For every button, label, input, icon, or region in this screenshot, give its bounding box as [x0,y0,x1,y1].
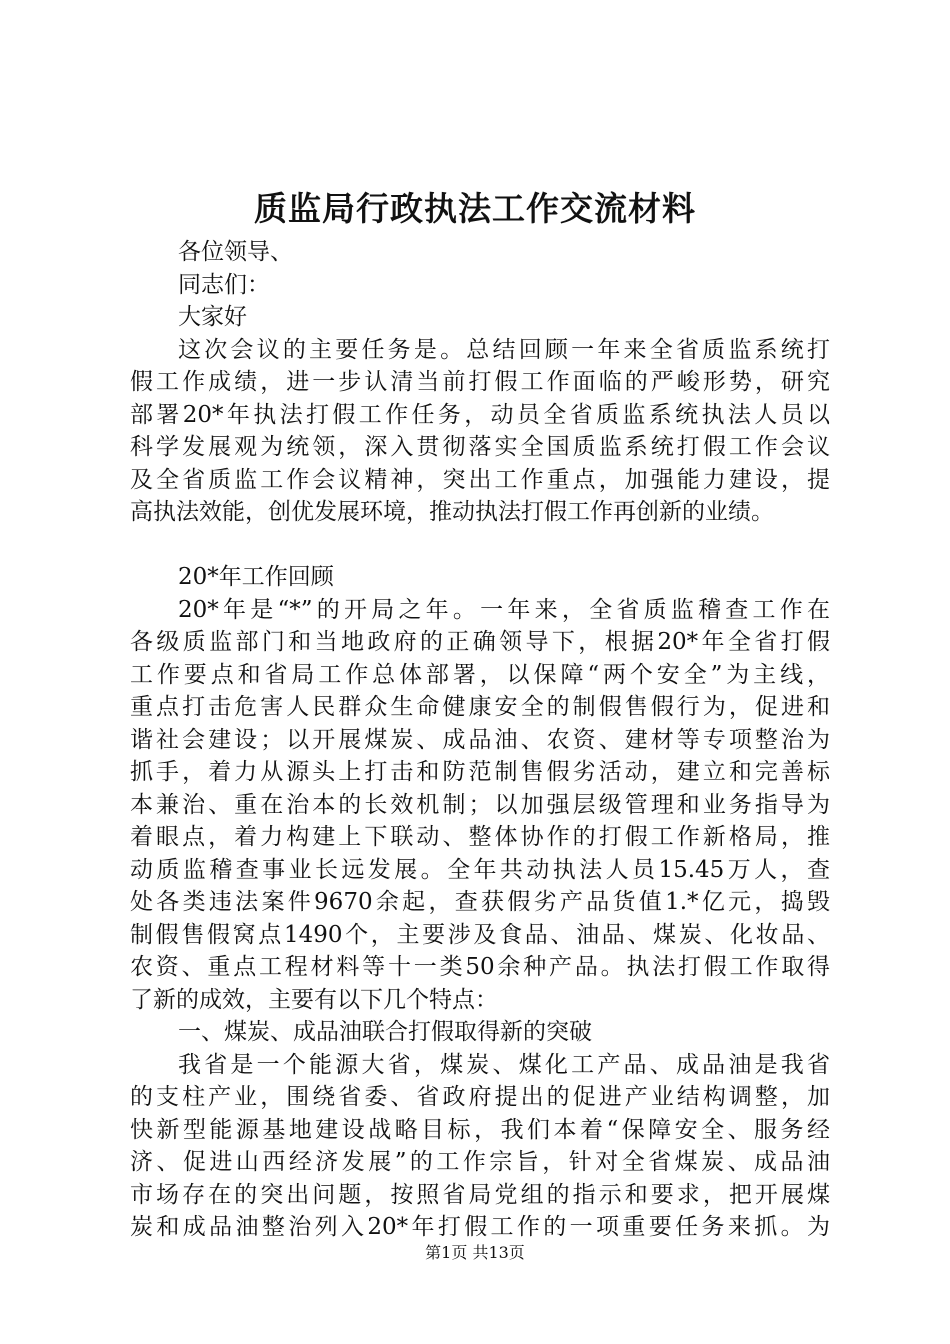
salutation-line: 同志们： [178,271,270,298]
document-body [130,236,830,1244]
paragraph-line: 高执法效能，创优发展环境，推动执法打假工作再创新的业绩。 [130,499,774,525]
salutation-line: 大家好 [178,304,247,330]
paragraph-line: 济、促进山西经济发展”的工作宗旨，针对全省煤炭、成品油 [130,1149,830,1175]
paragraph-line: 这次会议的主要任务是。总结回顾一年来全省质监系统打 [178,336,830,363]
section-heading: 20*年工作回顾 [178,564,334,590]
paragraph-line: 20*年是“*”的开局之年。一年来，全省质监稽查工作在 [178,596,830,623]
paragraph-line: 部署20*年执法打假工作任务，动员全省质监系统执法人员以 [130,401,830,428]
paragraph-line: 假工作成绩，进一步认清当前打假工作面临的严峻形势，研究 [130,369,830,395]
paragraph-line: 动质监稽查事业长远发展。全年共动执法人员15.45万人，查 [130,856,830,883]
paragraph-line: 科学发展观为统领，深入贯彻落实全国质监系统打假工作会议 [130,434,830,460]
paragraph-line: 工作要点和省局工作总体部署，以保障“两个安全”为主线， [130,661,830,688]
paragraph-line: 炭和成品油整治列入20*年打假工作的一项重要任务来抓。为 [130,1214,830,1240]
paragraph-line: 了新的成效，主要有以下几个特点： [130,986,498,1013]
paragraph-line: 市场存在的突出问题，按照省局党组的指示和要求，把开展煤 [130,1181,830,1208]
salutation-line: 各位领导、 [178,239,293,265]
paragraph-line: 着眼点，着力构建上下联动、整体协作的打假工作新格局，推 [130,824,830,850]
paragraph-line: 处各类违法案件9670余起，查获假劣产品货值1.*亿元，捣毁 [130,889,830,915]
paragraph-line: 谐社会建设；以开展煤炭、成品油、农资、建材等专项整治为 [130,726,830,753]
paragraph-line: 制假售假窝点1490个，主要涉及食品、油品、煤炭、化妆品、 [130,921,830,948]
paragraph-line: 快新型能源基地建设战略目标，我们本着“保障安全、服务经 [130,1116,830,1143]
paragraph-line: 重点打击危害人民群众生命健康安全的制假售假行为，促进和 [130,694,830,720]
paragraph-line: 我省是一个能源大省，煤炭、煤化工产品、成品油是我省 [178,1051,830,1078]
paragraph-gap [130,529,830,562]
paragraph-line: 及全省质监工作会议精神，突出工作重点，加强能力建设，提 [130,466,830,493]
paragraph-line: 本兼治、重在治本的长效机制；以加强层级管理和业务指导为 [130,791,830,818]
paragraph-line: 抓手，着力从源头上打击和防范制售假劣活动，建立和完善标 [130,759,830,785]
paragraph-line: 各级质监部门和当地政府的正确领导下，根据20*年全省打假 [130,629,830,655]
paragraph-line: 的支柱产业，围绕省委、省政府提出的促进产业结构调整，加 [130,1084,830,1110]
page-number-footer: 第1页 共13页 [425,1243,525,1262]
paragraph-line: 农资、重点工程材料等十一类50余种产品。执法打假工作取得 [130,954,830,980]
subsection-heading: 一、煤炭、成品油联合打假取得新的突破 [178,1019,592,1045]
document-title: 质监局行政执法工作交流材料 [254,189,696,228]
